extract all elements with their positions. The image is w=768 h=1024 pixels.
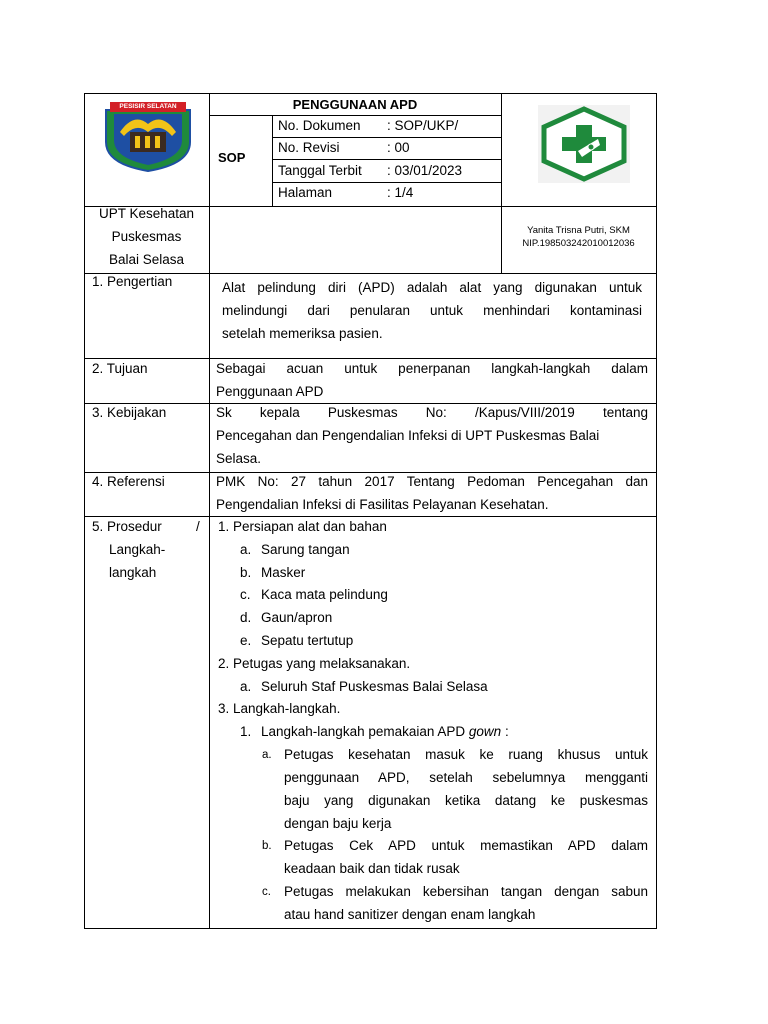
- referensi-line-2: Pengendalian Infeksi di Fasilitas Pelayanan Kesehatan.: [216, 497, 549, 512]
- step-line: penggunaan APD, setelah sebelumnya mengganti: [284, 770, 648, 785]
- step-line: Petugas Cek APD untuk memastikan APD dalam: [284, 838, 648, 853]
- procedure-heading-3: 3. Langkah-langkah.: [218, 701, 341, 716]
- kebijakan-line-3: Selasa.: [216, 451, 262, 466]
- procedure-item: Gaun/apron: [261, 610, 333, 625]
- section-label-prosedur-line-2: Langkah-: [109, 542, 166, 557]
- info-label-no-dokumen: No. Dokumen: [278, 118, 361, 133]
- step-line: dengan baju kerja: [284, 816, 392, 831]
- step-line: Petugas kesehatan masuk ke ruang khusus untuk: [284, 747, 648, 762]
- procedure-item-marker: e.: [240, 633, 252, 648]
- sop-label: SOP: [218, 150, 246, 165]
- section-body-tujuan: [216, 357, 648, 403]
- institution-line-2: Puskesmas: [111, 229, 182, 244]
- step-line: baju yang digunakan ketika datang ke puskesmas: [284, 793, 648, 808]
- section-label-pengertian: 1. Pengertian: [92, 274, 173, 289]
- section-body-pengertian: [222, 276, 642, 345]
- kebijakan-line-2: Pencegahan dan Pengendalian Infeksi di UPT Puskesmas Balai: [216, 428, 600, 443]
- logo-puskesmas: [538, 105, 630, 183]
- section-label-prosedur-slash: /: [196, 519, 200, 534]
- info-label-tanggal-terbit: Tanggal Terbit: [278, 163, 362, 178]
- section-body-kebijakan: [216, 401, 648, 470]
- step-body: [284, 743, 648, 835]
- pengertian-line-3: setelah memeriksa pasien.: [222, 326, 383, 341]
- step-marker: b.: [262, 840, 272, 852]
- logo-banner-text: PESISIR SELATAN: [119, 103, 177, 110]
- section-label-referensi: 4. Referensi: [92, 474, 165, 489]
- referensi-line-1: PMK No: 27 tahun 2017 Tentang Pedoman Pencegahan dan: [216, 474, 648, 489]
- info-value-tanggal-terbit: : 03/01/2023: [387, 163, 463, 178]
- section-label-prosedur-line-3: langkah: [109, 565, 157, 580]
- signatory-name: Yanita Trisna Putri, SKM: [527, 225, 630, 236]
- institution-line-1: UPT Kesehatan: [98, 206, 195, 221]
- pengertian-line-1: Alat pelindung diri (APD) adalah alat yang digunakan untuk: [222, 280, 642, 295]
- procedure-item: Kaca mata pelindung: [261, 587, 388, 602]
- step-line: Petugas melakukan kebersihan tangan dengan sabun: [284, 884, 648, 899]
- tujuan-line-2: Penggunaan APD: [216, 384, 324, 399]
- section-body-referensi: [216, 470, 648, 516]
- section-label-tujuan: 2. Tujuan: [92, 361, 148, 376]
- step-marker: c.: [262, 886, 271, 898]
- signatory-block: [502, 224, 655, 250]
- procedure-subheading-italic: gown: [468, 724, 502, 739]
- pengertian-line-2: melindungi dari penularan untuk menhindari kontaminasi: [222, 303, 642, 318]
- section-label-kebijakan: 3. Kebijakan: [92, 405, 167, 420]
- procedure-subheading: [261, 720, 509, 743]
- procedure-item: Sepatu tertutup: [261, 633, 354, 648]
- step-line: atau hand sanitizer dengan enam langkah: [284, 907, 536, 922]
- step-body: [284, 834, 648, 880]
- procedure-subheading-marker: 1.: [240, 724, 252, 739]
- institution-name: [84, 202, 209, 271]
- procedure-item-marker: a.: [240, 542, 252, 557]
- procedure-item-marker: a.: [240, 679, 252, 694]
- tujuan-line-1: Sebagai acuan untuk penerpanan langkah-langkah dalam: [216, 361, 648, 376]
- procedure-subheading-tail: :: [501, 724, 509, 739]
- step-body: [284, 880, 648, 926]
- procedure-item-marker: c.: [240, 587, 251, 602]
- signatory-nip: NIP.198503242010012036: [522, 238, 635, 249]
- procedure-item: Sarung tangan: [261, 542, 350, 557]
- info-value-halaman: : 1/4: [387, 185, 414, 200]
- procedure-heading-2: 2. Petugas yang melaksanakan.: [218, 656, 411, 671]
- procedure-item: Masker: [261, 565, 306, 580]
- section-label-prosedur: 5. Prosedur: [92, 519, 162, 534]
- procedure-item-marker: b.: [240, 565, 252, 580]
- procedure-heading-1: 1. Persiapan alat dan bahan: [218, 519, 387, 534]
- step-marker: a.: [262, 749, 272, 761]
- procedure-item-marker: d.: [240, 610, 252, 625]
- procedure-item: Seluruh Staf Puskesmas Balai Selasa: [261, 679, 488, 694]
- info-value-no-revisi: : 00: [387, 140, 410, 155]
- procedure-subheading-text: Langkah-langkah pemakaian APD: [261, 724, 469, 739]
- document-title: PENGGUNAAN APD: [292, 97, 418, 112]
- kebijakan-line-1: Sk kepala Puskesmas No: /Kapus/VIII/2019 tentang: [216, 405, 648, 420]
- info-value-no-dokumen: : SOP/UKP/: [387, 118, 459, 133]
- info-label-no-revisi: No. Revisi: [278, 140, 340, 155]
- step-line: keadaan baik dan tidak rusak: [284, 861, 460, 876]
- logo-pesisir-selatan: [104, 102, 192, 172]
- institution-line-3: Balai Selasa: [108, 252, 185, 267]
- info-label-halaman: Halaman: [278, 185, 333, 200]
